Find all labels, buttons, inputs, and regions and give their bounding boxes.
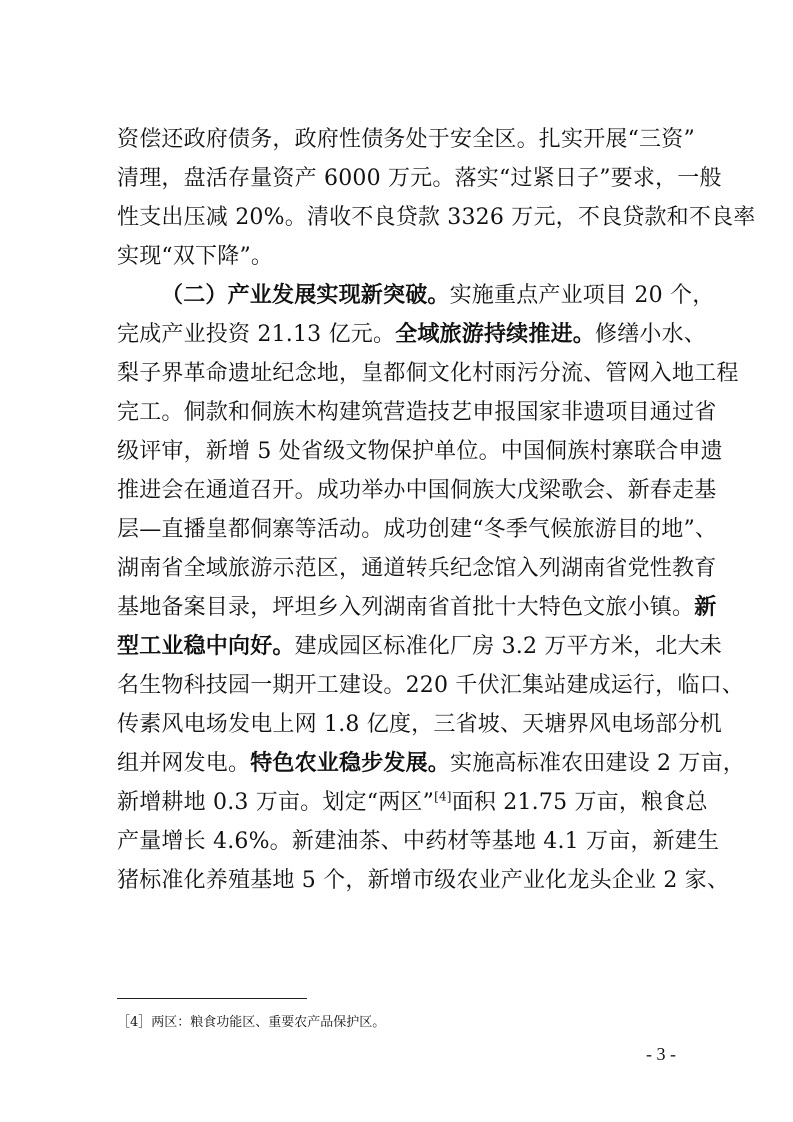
text-span: 面积 21.75 万亩，粮食总 xyxy=(451,790,708,815)
paragraph-2-line-3 xyxy=(117,354,739,393)
text-span: 完工。侗款和侗族木构建筑营造技艺申报国家非遗项目通过省 xyxy=(117,400,717,425)
footnote-divider xyxy=(117,998,307,999)
paragraph-1-line-2 xyxy=(117,159,722,198)
paragraph-2-line-6 xyxy=(117,471,717,510)
paragraph-1-line-1 xyxy=(117,120,695,159)
text-span: 完成产业投资 21.13 亿元。 xyxy=(117,322,396,347)
section-heading: （二）产业发展实现新突破。 xyxy=(161,283,450,308)
text-span: 产量增长 4.6%。新建油茶、中药材等基地 4.1 万亩，新建生 xyxy=(117,829,720,854)
text-span: 实施重点产业项目 20 个， xyxy=(449,283,715,308)
paragraph-2-line-2 xyxy=(117,315,706,354)
paragraph-2-line-13 xyxy=(117,744,745,783)
paragraph-2-line-16 xyxy=(117,861,730,900)
paragraph-2-line-5 xyxy=(117,432,723,471)
text-span: 资偿还政府债务，政府性债务处于安全区。扎实开展“三资” xyxy=(117,127,695,152)
paragraph-2-line-7 xyxy=(117,510,718,549)
paragraph-2-line-15 xyxy=(117,822,720,861)
text-span: 修缮小水、 xyxy=(594,322,706,347)
paragraph-2-line-4 xyxy=(117,393,717,432)
text-span: 名生物科技园一期开工建设。220 千伏汇集站建成运行，临口、 xyxy=(117,673,744,698)
text-span: 性支出压减 20%。清收不良贷款 3326 万元，不良贷款和不良率 xyxy=(117,205,756,230)
text-span: 组并网发电。 xyxy=(117,751,251,776)
text-span: 层—直播皇都侗寨等活动。成功创建“冬季气候旅游目的地”、 xyxy=(117,517,718,542)
page-number: - 3 - xyxy=(646,1044,676,1064)
text-span: 实现“双下降”。 xyxy=(117,244,274,269)
text-span: 传素风电场发电上网 1.8 亿度，三省坡、天塘界风电场部分机 xyxy=(117,712,722,737)
text-span: 推进会在通道召开。成功举办中国侗族大戊梁歌会、新春走基 xyxy=(117,478,717,503)
text-span: 湖南省全域旅游示范区，通道转兵纪念馆入列湖南省党性教育 xyxy=(117,556,717,581)
paragraph-2-line-10 xyxy=(117,627,722,666)
footnote: ［4］两区：粮食功能区、重要农产品保护区。 xyxy=(117,1015,386,1030)
paragraph-2-line-14 xyxy=(117,783,708,822)
subheading-agriculture: 特色农业稳步发展。 xyxy=(250,751,451,776)
text-span: 梨子界革命遗址纪念地，皇都侗文化村雨污分流、管网入地工程 xyxy=(117,361,739,386)
paragraph-2-line-8 xyxy=(117,549,717,588)
text-span: 猪标准化养殖基地 5 个，新增市级农业产业化龙头企业 2 家、 xyxy=(117,868,730,893)
paragraph-2-line-1 xyxy=(117,276,715,315)
text-span: 级评审，新增 5 处省级文物保护单位。中国侗族村寨联合申遗 xyxy=(117,439,723,464)
text-span: 新增耕地 0.3 万亩。划定“两区” xyxy=(117,790,435,815)
paragraph-2-line-11 xyxy=(117,666,744,705)
paragraph-1-line-4 xyxy=(117,237,679,276)
paragraph-1-line-3 xyxy=(117,198,756,237)
body-text xyxy=(117,120,756,900)
paragraph-2-line-12 xyxy=(117,705,722,744)
subheading-tourism: 全域旅游持续推进。 xyxy=(395,322,595,347)
footnote-reference: [4] xyxy=(434,789,452,804)
subheading-industry-start: 新 xyxy=(694,595,717,620)
paragraph-2-line-9 xyxy=(117,588,717,627)
text-span: 实施高标准农田建设 2 万亩， xyxy=(450,751,745,776)
text-span: 基地备案目录，坪坦乡入列湖南省首批十大特色文旅小镇。 xyxy=(117,595,695,620)
text-span: 建成园区标准化厂房 3.2 万平方米，北大未 xyxy=(294,634,722,659)
subheading-industry-end: 型工业稳中向好。 xyxy=(117,634,295,659)
text-span: 清理，盘活存量资产 6000 万元。落实“过紧日子”要求，一般 xyxy=(117,166,722,191)
